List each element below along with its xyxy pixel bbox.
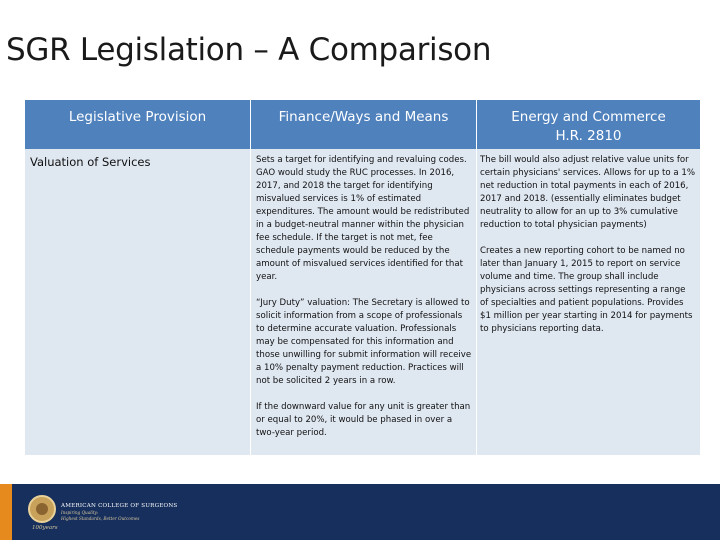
centennial-mark: 100years bbox=[32, 525, 58, 531]
finance-paragraph: Sets a target for identifying and revaluing codes. GAO would study the RUC processes. In 2016, 2017, and 2018 the target for identifying misvalued services is 1% of estimated expenditures. The amount would be redistributed in a budget-neutral manner within the physician fee schedule. If the target is not met, fee schedule payments would be reduced by the amount of misvalued services identified for that year. bbox=[256, 155, 470, 282]
org-tagline-line1: Inspiring Quality: bbox=[61, 510, 99, 515]
energy-paragraph: The bill would also adjust relative value units for certain physicians' services. Allows for up to a 1% net reduction in total payments in each of 2016, 2017 and 2018. (essentially eliminates budget neutrality to allow for an up to 3% cumulative reduction to total physician payments) bbox=[480, 155, 696, 230]
finance-paragraph: If the downward value for any unit is greater than or equal to 20%, it would be phased in over a two-year period. bbox=[256, 402, 471, 438]
header-energy-commerce-line2: H.R. 2810 bbox=[555, 128, 622, 144]
slide-title: SGR Legislation – A Comparison bbox=[6, 32, 492, 68]
provision-text: Valuation of Services bbox=[30, 155, 151, 169]
org-tagline bbox=[61, 510, 139, 521]
header-legislative-provision: Legislative Provision bbox=[68, 109, 207, 125]
comparison-table bbox=[25, 100, 700, 455]
org-name: AMERICAN COLLEGE OF SURGEONS bbox=[61, 503, 178, 509]
header-finance-ways-means: Finance/Ways and Means bbox=[278, 109, 449, 125]
header-energy-commerce bbox=[477, 100, 700, 149]
cell-finance bbox=[251, 149, 476, 455]
finance-paragraph: “Jury Duty” valuation: The Secretary is allowed to solicit information from a scope of professionals to determine accurate valuation. Professionals may be compensated for this information and those unwilling for submit information will receive a 10% penalty payment reduction. Practices will not be solicited 2 years in a row. bbox=[256, 298, 472, 386]
cell-provision bbox=[25, 149, 250, 455]
acs-seal-icon bbox=[28, 495, 56, 523]
table-header-row bbox=[25, 100, 700, 149]
cell-energy bbox=[477, 149, 700, 455]
org-tagline-line2: Highest Standards, Better Outcomes bbox=[61, 515, 140, 521]
energy-paragraph: Creates a new reporting cohort to be named no later than January 1, 2015 to report on service volume and time. The group shall include physicians across settings representing a range of specialties and patient populations. Provides $1 million per year starting in 2014 for payments to physicians reporting data. bbox=[480, 246, 693, 334]
header-energy-commerce-line1: Energy and Commerce bbox=[511, 109, 666, 125]
